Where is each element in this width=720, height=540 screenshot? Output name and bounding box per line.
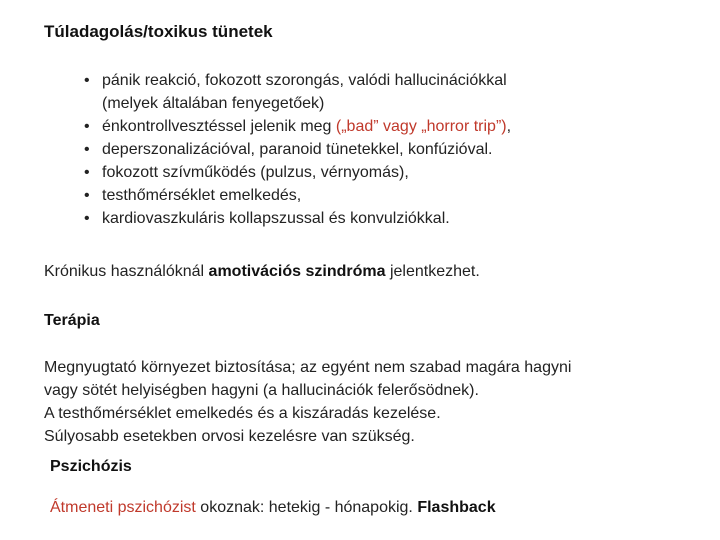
therapy-line: Súlyosabb esetekben orvosi kezelésre van szükség.: [44, 428, 415, 445]
bullet-icon: •: [84, 210, 90, 227]
list-item-text: deperszonalizációval, paranoid tünetekkel, konfúzióval.: [102, 141, 493, 158]
list-item: [80, 115, 511, 138]
section-title-overdose: Túladagolás/toxikus tünetek: [44, 22, 273, 41]
psychosis-text: okoznak: hetekig - hónapokig.: [195, 499, 418, 516]
psychosis-paragraph: [50, 496, 496, 519]
chronic-text-end: jelentkezhet.: [385, 263, 480, 280]
bullet-icon: •: [84, 187, 90, 204]
therapy-line: A testhőmérséklet emelkedés és a kiszáradás kezelése.: [44, 405, 441, 422]
list-item: [80, 69, 511, 115]
section-title-therapy: Terápia: [44, 312, 100, 329]
list-item: [80, 138, 511, 161]
psychosis-bold-term: Flashback: [417, 499, 496, 516]
therapy-line: Megnyugtató környezet biztosítása; az egyént nem szabad magára hagyni: [44, 359, 572, 376]
list-item: [80, 207, 511, 230]
list-item-text: énkontrollvesztéssel jelenik meg: [102, 118, 336, 135]
bullet-icon: •: [84, 118, 90, 135]
chronic-bold-term: amotivációs szindróma: [208, 263, 386, 280]
list-item: [80, 161, 511, 184]
therapy-line: vagy sötét helyiségben hagyni (a hallucinációk felerősödnek).: [44, 382, 479, 399]
bullet-icon: •: [84, 72, 90, 89]
list-item-highlight: („bad” vagy „horror trip”): [335, 118, 507, 135]
psychosis-red-text: Átmeneti pszichózist: [50, 499, 196, 516]
bullet-icon: •: [84, 164, 90, 181]
chronic-paragraph: [44, 260, 480, 283]
list-item: [80, 184, 511, 207]
therapy-paragraph: [44, 356, 571, 448]
list-item-text: kardiovaszkuláris kollapszussal és konvulziókkal.: [102, 210, 450, 227]
list-item-text: testhőmérséklet emelkedés,: [102, 187, 302, 204]
symptom-list: [80, 69, 511, 230]
list-item-text-end: ,: [506, 118, 512, 135]
list-item-text-continuation: (melyek általában fenyegetőek): [102, 95, 325, 112]
section-title-psychosis: Pszichózis: [50, 458, 132, 475]
chronic-text: Krónikus használóknál: [44, 263, 209, 280]
bullet-icon: •: [84, 141, 90, 158]
list-item-text: pánik reakció, fokozott szorongás, valódi hallucinációkkal: [102, 72, 507, 89]
list-item-text: fokozott szívműködés (pulzus, vérnyomás),: [102, 164, 409, 181]
